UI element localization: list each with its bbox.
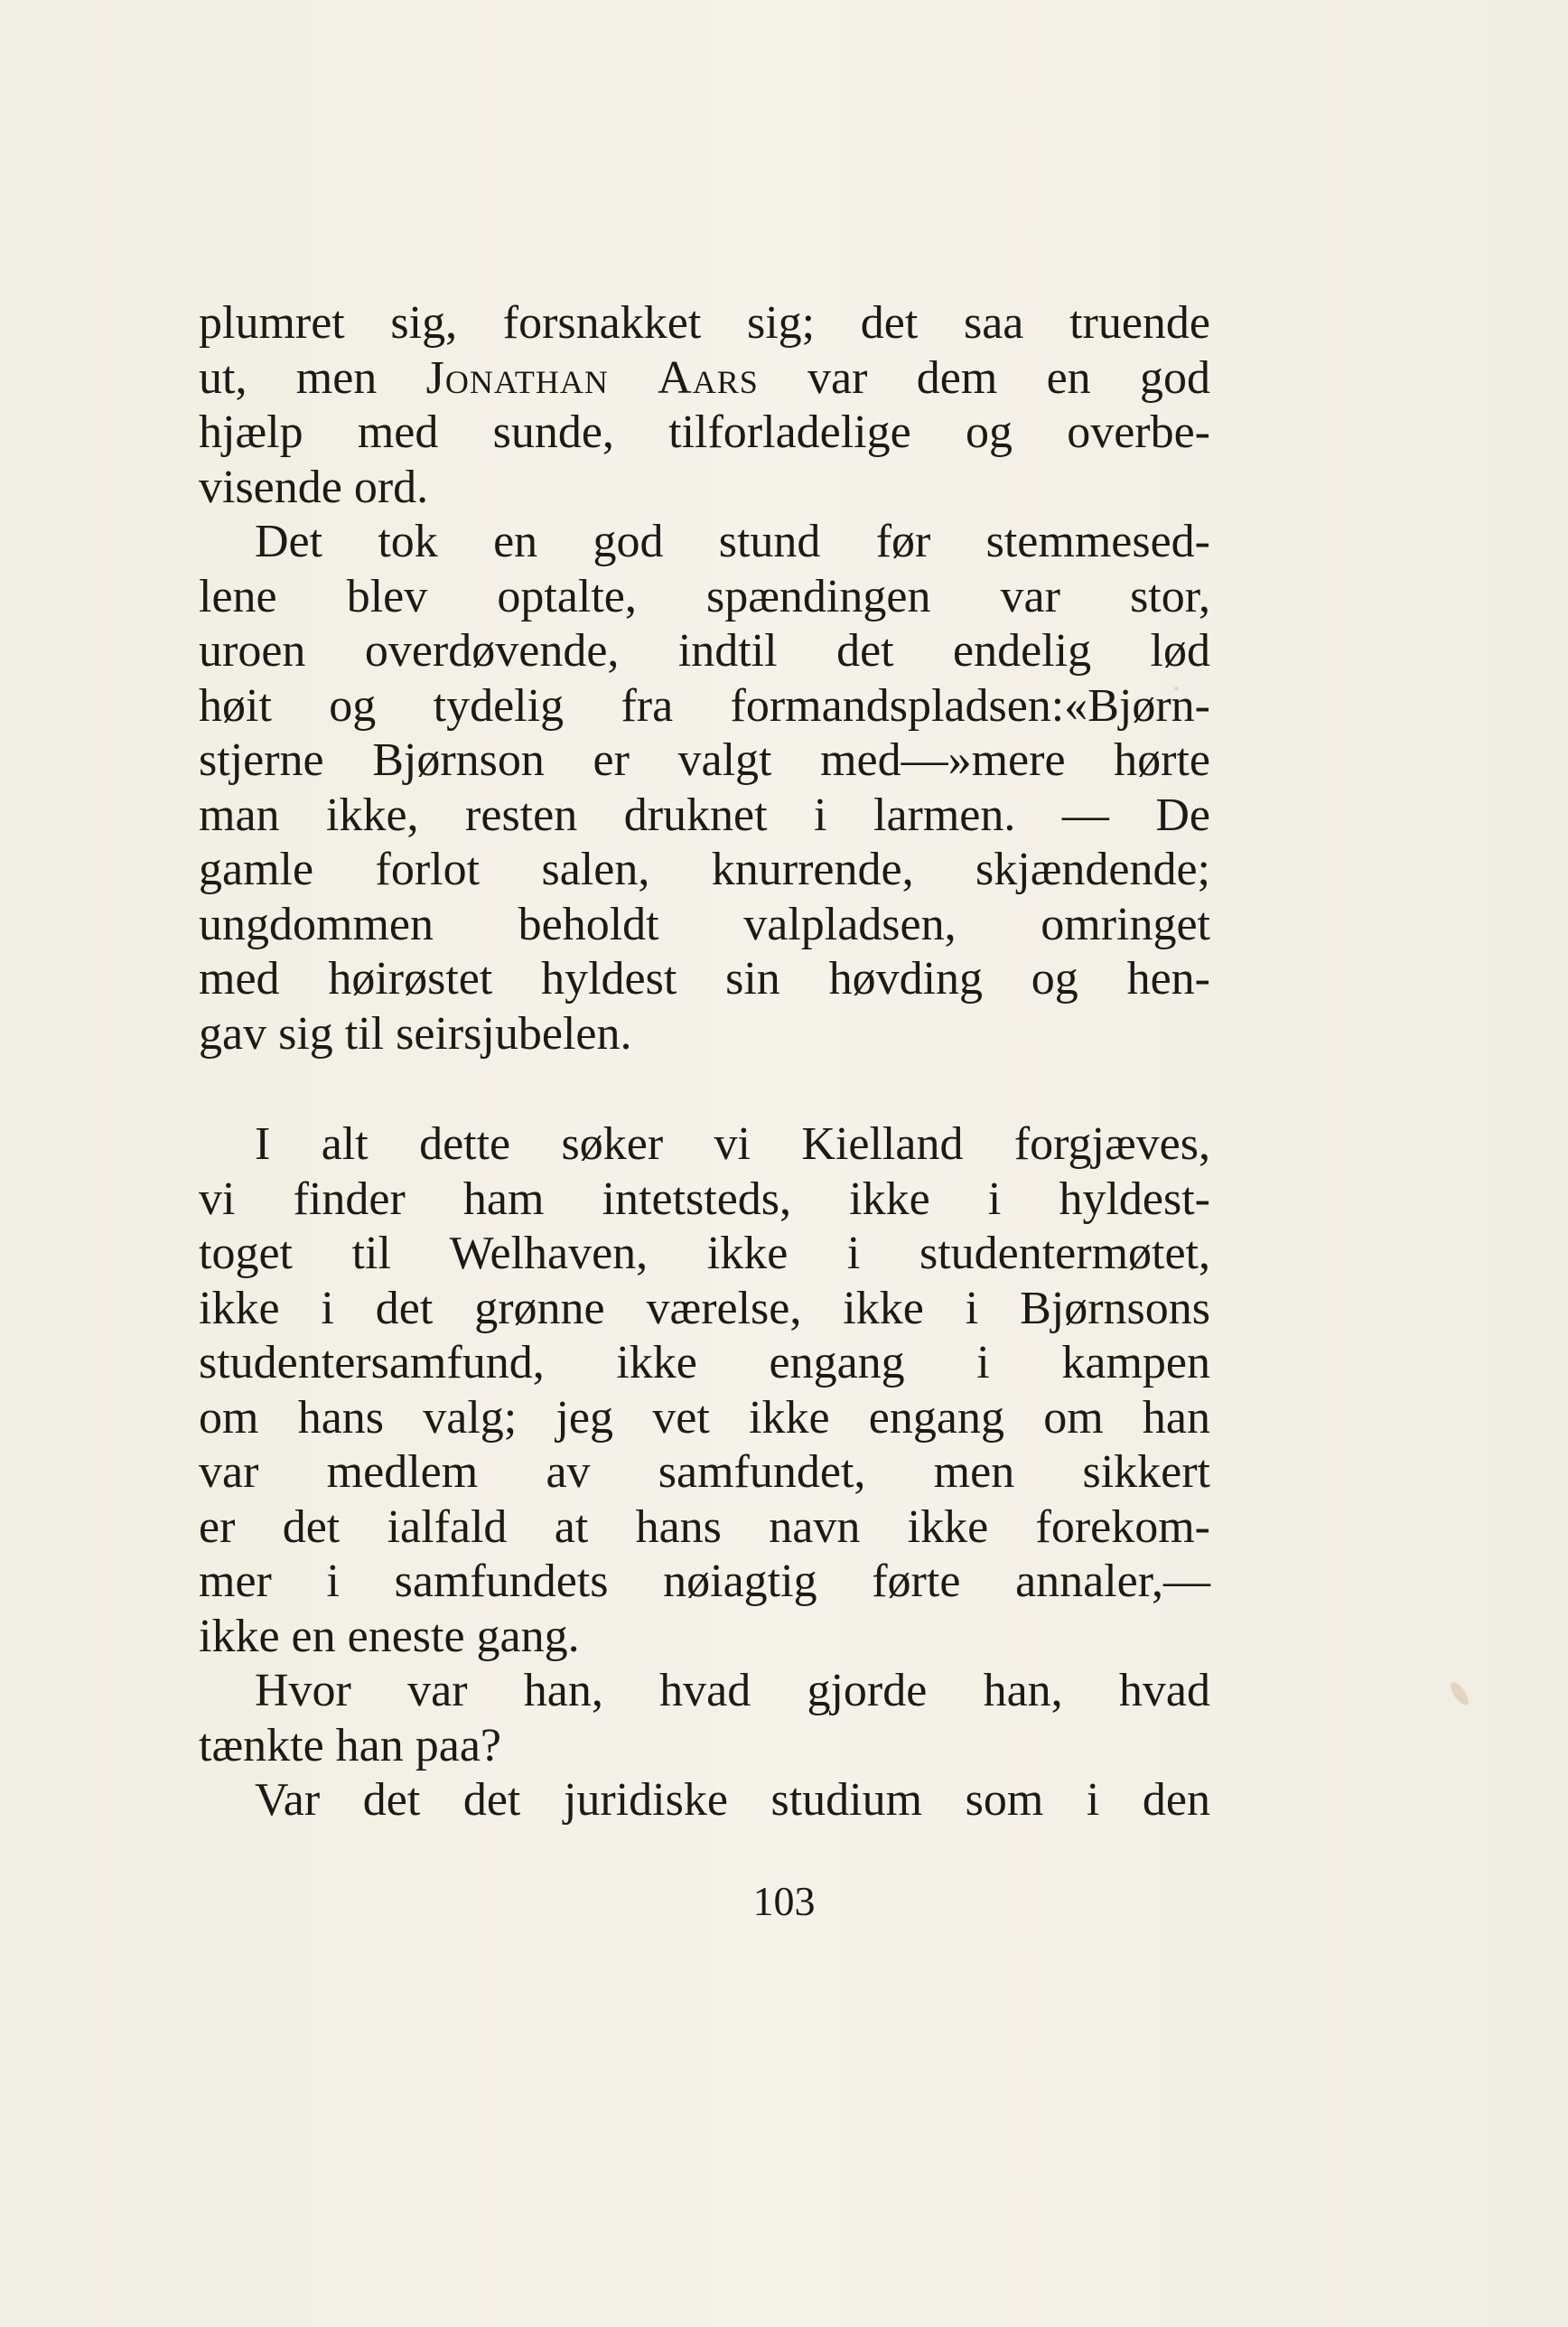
author-name-first: Jonathan [425, 351, 609, 404]
body-text [199, 296, 1210, 1828]
text-line: lene blev optalte, spændingen var stor, [199, 570, 1210, 622]
page-number: 103 [752, 1878, 816, 1924]
text-line: Hvor var han, hvad gjorde han, hvad [255, 1665, 1210, 1716]
text-line: med høirøstet hyldest sin høvding og hen- [199, 953, 1210, 1005]
author-name-last: Aars [658, 351, 759, 404]
text-line [199, 351, 1210, 407]
section-break [199, 1061, 1210, 1117]
text-line: vi finder ham intetsteds, ikke i hyldest- [199, 1173, 1210, 1225]
text-line: stjerne Bjørnson er valgt med—»mere hørte [199, 734, 1210, 786]
paragraph-1 [199, 296, 1210, 515]
text-line: er det ialfald at hans navn ikke forekom- [199, 1500, 1210, 1553]
paper-spot [1447, 1679, 1471, 1707]
text-line: Var det det juridiske studium som i den [255, 1774, 1210, 1826]
text-line: gav sig til seirsjubelen. [199, 1007, 632, 1060]
text-line: studentersamfund, ikke engang i kampen [199, 1337, 1210, 1388]
text-line: visende ord. [199, 461, 429, 513]
text-line: mer i samfundets nøiagtig førte annaler,— [199, 1556, 1210, 1607]
text-line: Det tok en god stund før stemmesed- [255, 516, 1210, 567]
text-line: høit og tydelig fra formandspladsen:«Bjørn- [199, 679, 1210, 732]
paragraph-4 [199, 1664, 1210, 1773]
text-line: uroen overdøvende, indtil det endelig lød [199, 625, 1210, 677]
text-line: toget til Welhaven, ikke i studentermøtet, [199, 1228, 1210, 1279]
paragraph-5 [199, 1773, 1210, 1828]
text-line: tænkte han paa? [199, 1719, 501, 1771]
text-fragment: var dem en god [758, 351, 1210, 404]
text-line: ikke en eneste gang. [199, 1610, 580, 1662]
text-line: hjælp med sunde, tilforladelige og overbe- [199, 407, 1210, 458]
text-line: ikke i det grønne værelse, ikke i Bjørnsons [199, 1282, 1210, 1334]
text-line: plumret sig, forsnakket sig; det saa truende [199, 297, 1210, 349]
text-line: gamle forlot salen, knurrende, skjændende; [199, 844, 1210, 895]
text-line: om hans valg; jeg vet ikke engang om han [199, 1391, 1210, 1444]
text-line: I alt dette søker vi Kielland forgjæves, [255, 1118, 1210, 1170]
text-fragment [609, 352, 658, 404]
paragraph-3 [199, 1117, 1210, 1664]
text-line: var medlem av samfundet, men sikkert [199, 1446, 1210, 1498]
paragraph-2 [199, 515, 1210, 1061]
text-line: man ikke, resten druknet i larmen. — De [199, 789, 1210, 841]
text-line: ungdommen beholdt valpladsen, omringet [199, 898, 1210, 950]
text-fragment: ut, men [199, 351, 426, 404]
